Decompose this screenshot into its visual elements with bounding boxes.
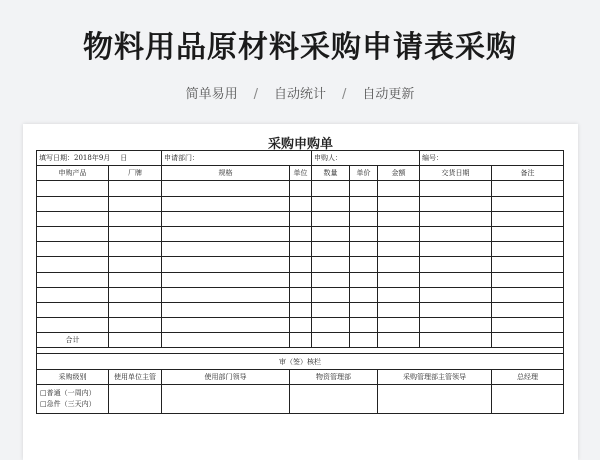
option-urgent[interactable]: □急件（三天内） bbox=[40, 399, 96, 408]
table-cell[interactable] bbox=[162, 181, 290, 196]
table-cell[interactable] bbox=[492, 181, 564, 196]
table-cell[interactable] bbox=[312, 211, 350, 226]
table-cell[interactable] bbox=[312, 226, 350, 241]
sign-general-manager[interactable] bbox=[492, 384, 564, 413]
table-cell[interactable] bbox=[312, 242, 350, 257]
approval-title-row bbox=[37, 354, 564, 369]
purchase-request-table bbox=[36, 150, 564, 414]
number-label: 编号： bbox=[422, 154, 443, 163]
form-body bbox=[37, 151, 564, 414]
table-cell[interactable] bbox=[290, 181, 312, 196]
approval-header-dept-leader: 使用部门领导 bbox=[162, 369, 290, 384]
col-header-remarks: 备注 bbox=[492, 166, 564, 181]
table-cell[interactable] bbox=[37, 287, 109, 302]
table-cell[interactable] bbox=[312, 181, 350, 196]
table-cell[interactable] bbox=[492, 196, 564, 211]
dept-label: 申请部门： bbox=[164, 154, 199, 163]
total-cell[interactable] bbox=[312, 333, 350, 348]
subtitle-row bbox=[0, 83, 600, 102]
table-cell[interactable] bbox=[290, 272, 312, 287]
table-row bbox=[37, 318, 564, 333]
table-cell[interactable] bbox=[162, 211, 290, 226]
table-cell[interactable] bbox=[420, 242, 492, 257]
table-cell[interactable] bbox=[109, 196, 162, 211]
table-cell[interactable] bbox=[312, 318, 350, 333]
fill-date-field[interactable] bbox=[37, 151, 162, 166]
table-cell[interactable] bbox=[492, 226, 564, 241]
approval-header-row bbox=[37, 369, 564, 384]
table-cell[interactable] bbox=[350, 272, 378, 287]
table-cell[interactable] bbox=[492, 211, 564, 226]
table-cell[interactable] bbox=[37, 302, 109, 317]
table-cell[interactable] bbox=[312, 257, 350, 272]
table-cell[interactable] bbox=[290, 196, 312, 211]
subtitle-auto-stats: 自动统计 bbox=[273, 87, 326, 102]
applicant-field[interactable] bbox=[312, 151, 420, 166]
header-row bbox=[37, 166, 564, 181]
table-cell[interactable] bbox=[378, 257, 420, 272]
table-cell[interactable] bbox=[312, 287, 350, 302]
total-cell[interactable] bbox=[162, 333, 290, 348]
table-row bbox=[37, 257, 564, 272]
col-header-unit: 单位 bbox=[290, 166, 312, 181]
table-cell[interactable] bbox=[378, 211, 420, 226]
urgency-options bbox=[37, 384, 109, 413]
option-normal[interactable]: □普通（一周内） bbox=[40, 388, 96, 397]
info-row bbox=[37, 151, 564, 166]
table-cell[interactable] bbox=[312, 302, 350, 317]
table-cell[interactable] bbox=[420, 272, 492, 287]
table-cell[interactable] bbox=[492, 302, 564, 317]
table-cell[interactable] bbox=[312, 272, 350, 287]
subtitle-auto-update: 自动更新 bbox=[362, 87, 415, 102]
table-cell[interactable] bbox=[162, 318, 290, 333]
table-cell[interactable] bbox=[378, 287, 420, 302]
table-cell[interactable] bbox=[378, 196, 420, 211]
table-cell[interactable] bbox=[420, 257, 492, 272]
table-row bbox=[37, 242, 564, 257]
total-cell[interactable] bbox=[492, 333, 564, 348]
total-row bbox=[37, 333, 564, 348]
table-cell[interactable] bbox=[378, 242, 420, 257]
form-title: 采购申购单 bbox=[267, 137, 333, 152]
table-cell[interactable] bbox=[350, 211, 378, 226]
table-row bbox=[37, 181, 564, 196]
approval-header-level: 采购级别 bbox=[37, 369, 109, 384]
table-cell[interactable] bbox=[350, 196, 378, 211]
table-row bbox=[37, 302, 564, 317]
table-cell[interactable] bbox=[290, 257, 312, 272]
table-cell[interactable] bbox=[420, 287, 492, 302]
table-cell[interactable] bbox=[350, 287, 378, 302]
table-cell[interactable] bbox=[162, 272, 290, 287]
table-cell[interactable] bbox=[420, 181, 492, 196]
total-label: 合计 bbox=[37, 333, 109, 348]
applicant-label: 申购人： bbox=[314, 154, 342, 163]
table-cell[interactable] bbox=[290, 318, 312, 333]
table-cell[interactable] bbox=[290, 287, 312, 302]
total-cell[interactable] bbox=[378, 333, 420, 348]
table-cell[interactable] bbox=[109, 318, 162, 333]
table-cell[interactable] bbox=[492, 257, 564, 272]
table-cell[interactable] bbox=[162, 302, 290, 317]
table-cell[interactable] bbox=[162, 242, 290, 257]
col-header-delivery-date: 交货日期 bbox=[420, 166, 492, 181]
table-cell[interactable] bbox=[37, 181, 109, 196]
table-cell[interactable] bbox=[162, 196, 290, 211]
table-cell[interactable] bbox=[350, 318, 378, 333]
subtitle-easy: 简单易用 bbox=[185, 87, 238, 102]
approval-header-unit-supervisor: 使用单位主管 bbox=[109, 369, 162, 384]
sign-materials-dept[interactable] bbox=[290, 384, 378, 413]
fill-date-day-label: 日 bbox=[120, 154, 128, 163]
table-cell[interactable] bbox=[109, 302, 162, 317]
table-cell[interactable] bbox=[37, 196, 109, 211]
table-cell[interactable] bbox=[37, 211, 109, 226]
table-cell[interactable] bbox=[420, 211, 492, 226]
table-cell[interactable] bbox=[492, 272, 564, 287]
table-cell[interactable] bbox=[162, 287, 290, 302]
dept-field[interactable] bbox=[162, 151, 312, 166]
table-row bbox=[37, 287, 564, 302]
number-field[interactable] bbox=[420, 151, 564, 166]
table-row bbox=[37, 196, 564, 211]
table-cell[interactable] bbox=[109, 226, 162, 241]
approval-sign-row bbox=[37, 384, 564, 413]
page-title: 物料用品原材料采购申请表采购 bbox=[83, 30, 517, 65]
table-cell[interactable] bbox=[109, 242, 162, 257]
table-cell[interactable] bbox=[420, 196, 492, 211]
table-cell[interactable] bbox=[350, 302, 378, 317]
total-cell[interactable] bbox=[290, 333, 312, 348]
table-cell[interactable] bbox=[378, 226, 420, 241]
table-cell[interactable] bbox=[37, 272, 109, 287]
table-cell[interactable] bbox=[350, 257, 378, 272]
table-cell[interactable] bbox=[350, 242, 378, 257]
table-cell[interactable] bbox=[37, 226, 109, 241]
table-cell[interactable] bbox=[290, 226, 312, 241]
sign-dept-leader[interactable] bbox=[162, 384, 290, 413]
subtitle-separator: / bbox=[253, 87, 258, 102]
col-header-unit-price: 单价 bbox=[350, 166, 378, 181]
sign-unit-supervisor[interactable] bbox=[109, 384, 162, 413]
approval-header-materials-dept: 物资管理部 bbox=[290, 369, 378, 384]
table-cell[interactable] bbox=[378, 272, 420, 287]
col-header-spec: 规格 bbox=[162, 166, 290, 181]
total-cell[interactable] bbox=[109, 333, 162, 348]
col-header-product: 申购产品 bbox=[37, 166, 109, 181]
table-row bbox=[37, 226, 564, 241]
table-cell[interactable] bbox=[37, 318, 109, 333]
table-cell[interactable] bbox=[378, 181, 420, 196]
table-cell[interactable] bbox=[350, 226, 378, 241]
table-cell[interactable] bbox=[37, 242, 109, 257]
table-cell[interactable] bbox=[290, 242, 312, 257]
table-cell[interactable] bbox=[109, 287, 162, 302]
table-cell[interactable] bbox=[378, 318, 420, 333]
table-cell[interactable] bbox=[378, 302, 420, 317]
table-row bbox=[37, 211, 564, 226]
total-cell[interactable] bbox=[350, 333, 378, 348]
form-sheet bbox=[23, 124, 578, 460]
table-cell[interactable] bbox=[290, 302, 312, 317]
table-cell[interactable] bbox=[162, 226, 290, 241]
table-cell[interactable] bbox=[290, 211, 312, 226]
col-header-brand: 厂牌 bbox=[109, 166, 162, 181]
table-cell[interactable] bbox=[109, 181, 162, 196]
table-cell[interactable] bbox=[312, 196, 350, 211]
col-header-quantity: 数量 bbox=[312, 166, 350, 181]
table-cell[interactable] bbox=[492, 287, 564, 302]
fill-date-label: 填写日期：2018年9月 bbox=[39, 154, 111, 163]
approval-header-procurement-leader: 采购管理部主管领导 bbox=[378, 369, 492, 384]
col-header-amount: 金额 bbox=[378, 166, 420, 181]
total-cell[interactable] bbox=[420, 333, 492, 348]
table-cell[interactable] bbox=[350, 181, 378, 196]
table-cell[interactable] bbox=[420, 302, 492, 317]
subtitle-separator: / bbox=[342, 87, 347, 102]
approval-title: 审（签）核栏 bbox=[37, 354, 564, 369]
table-cell[interactable] bbox=[492, 318, 564, 333]
table-cell[interactable] bbox=[109, 257, 162, 272]
approval-header-general-manager: 总经理 bbox=[492, 369, 564, 384]
table-row bbox=[37, 272, 564, 287]
table-cell[interactable] bbox=[37, 257, 109, 272]
table-cell[interactable] bbox=[162, 257, 290, 272]
sign-procurement-leader[interactable] bbox=[378, 384, 492, 413]
table-cell[interactable] bbox=[109, 211, 162, 226]
table-cell[interactable] bbox=[492, 242, 564, 257]
table-cell[interactable] bbox=[109, 272, 162, 287]
table-cell[interactable] bbox=[420, 226, 492, 241]
table-cell[interactable] bbox=[420, 318, 492, 333]
